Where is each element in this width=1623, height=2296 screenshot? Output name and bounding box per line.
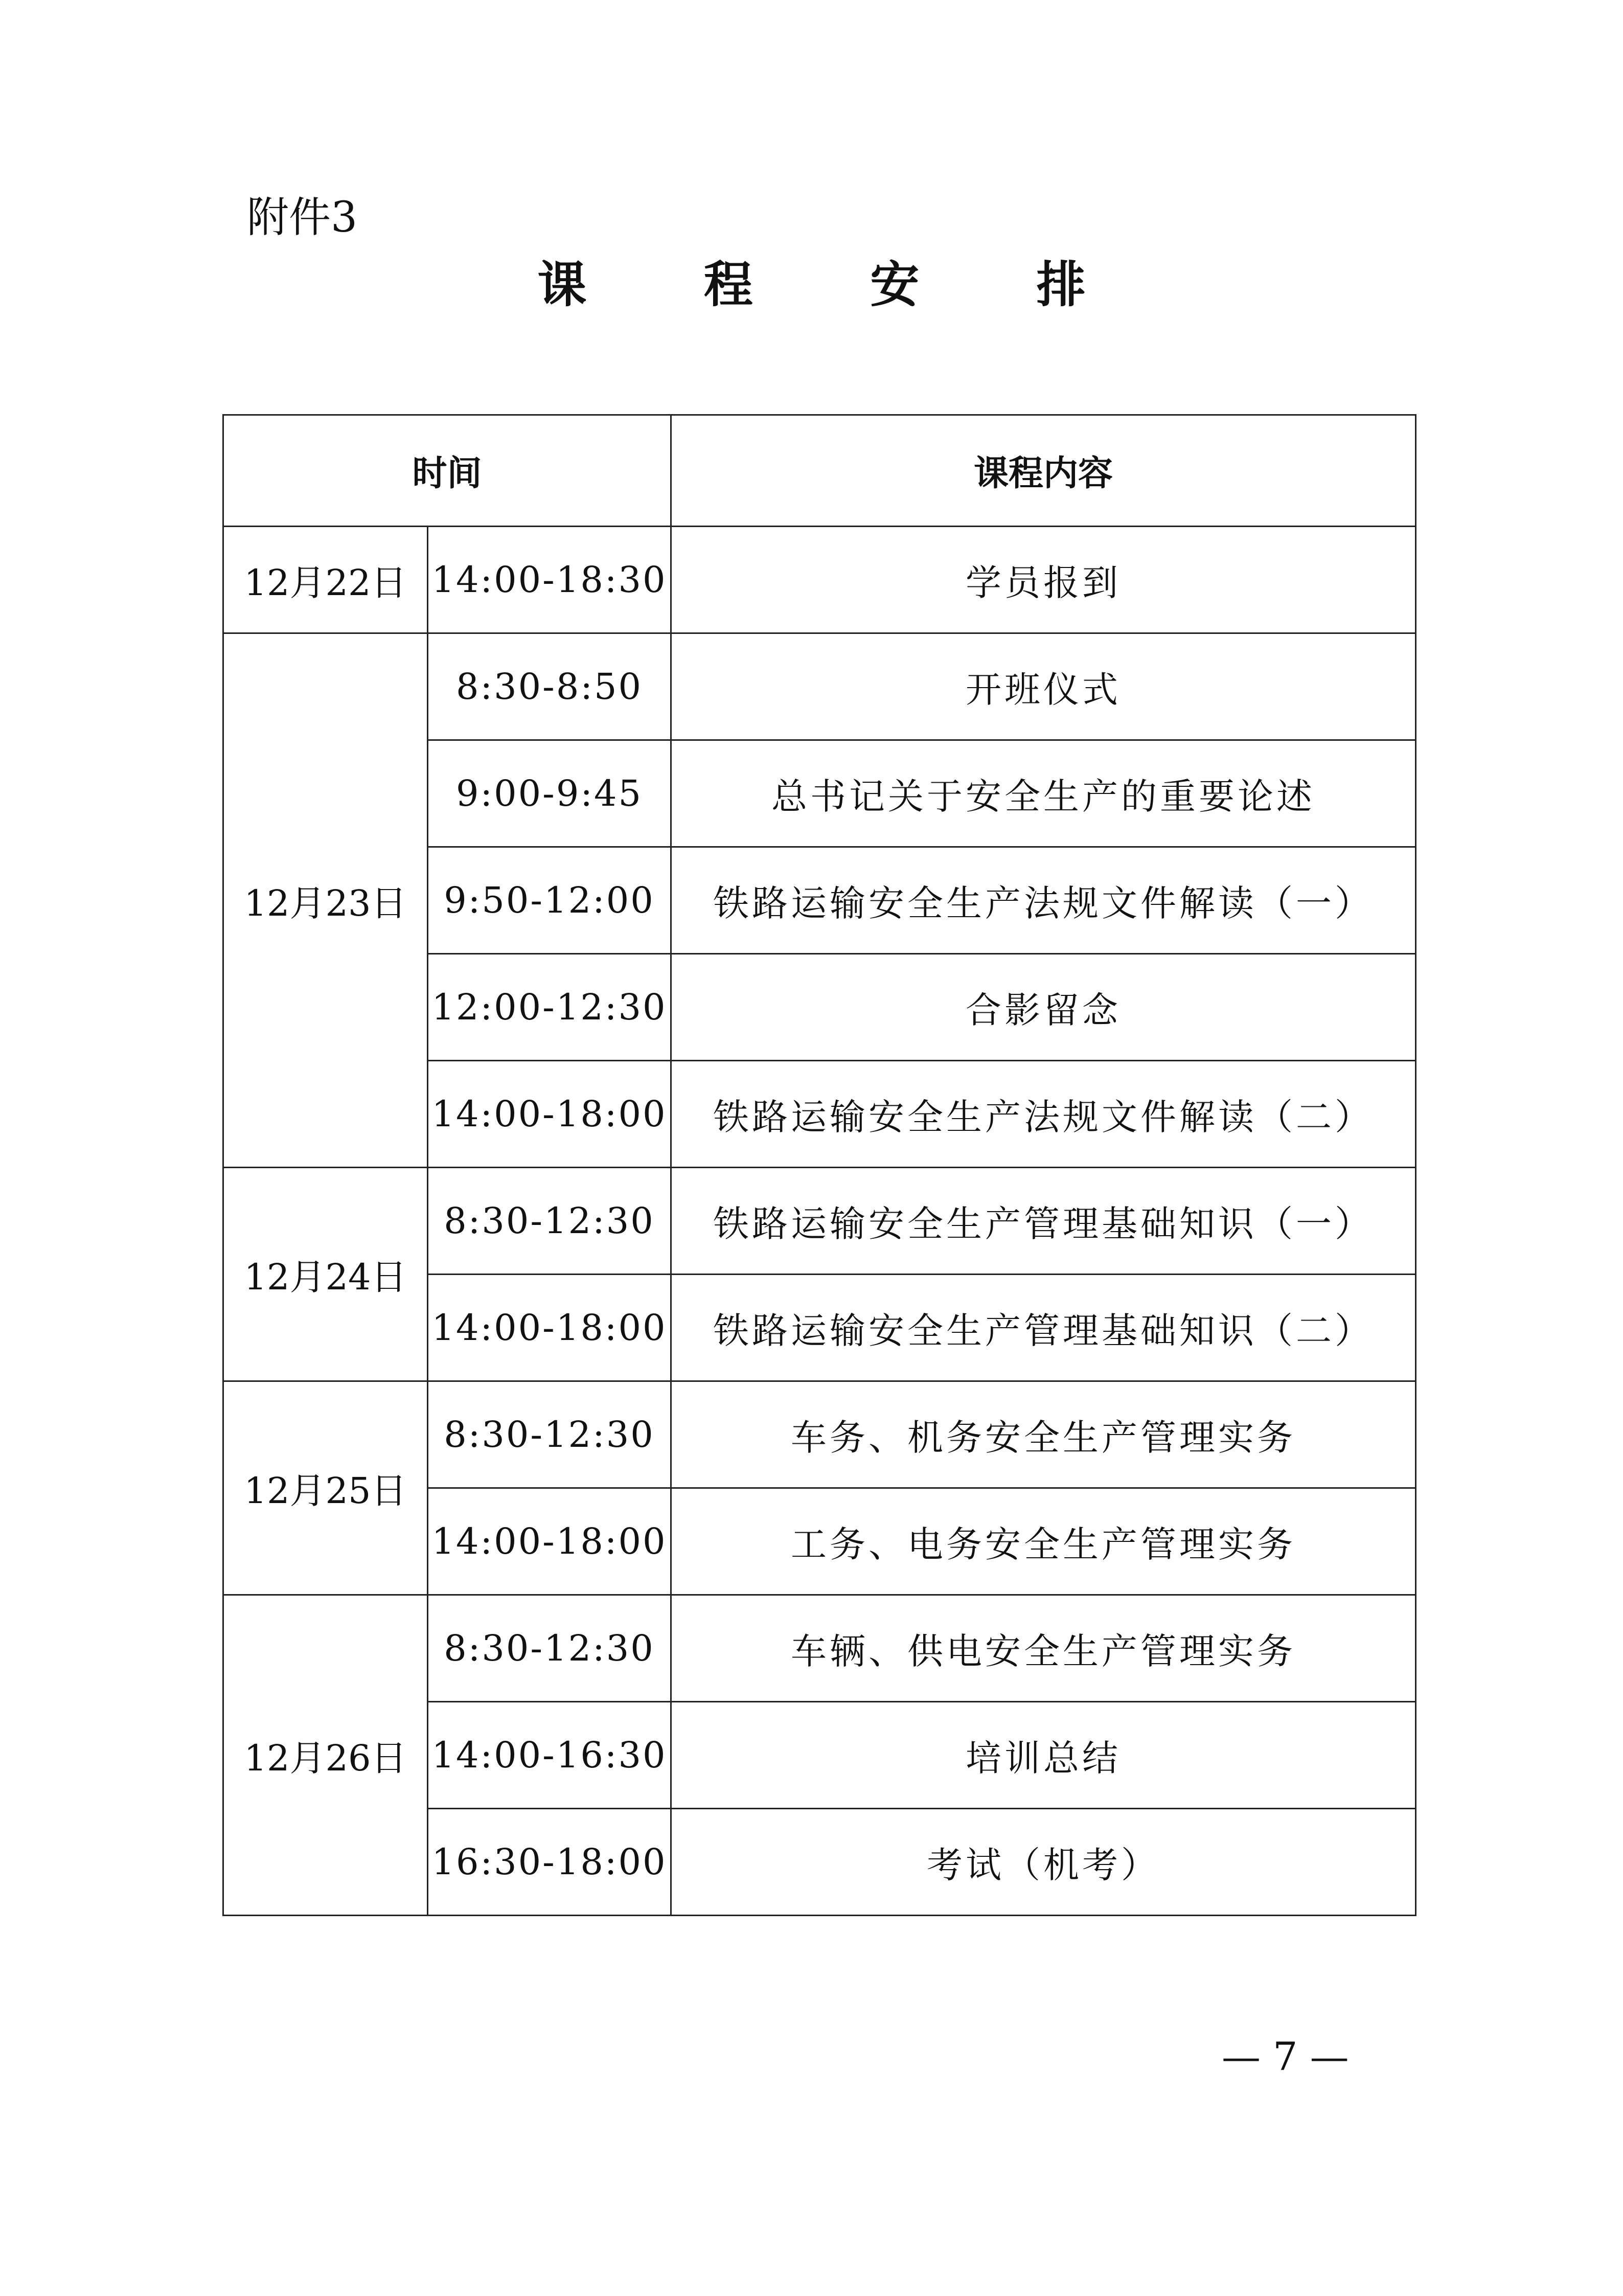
date-cell: 12月25日 bbox=[223, 1381, 428, 1595]
time-cell: 8:30-12:30 bbox=[428, 1595, 671, 1702]
time-cell: 9:50-12:00 bbox=[428, 847, 671, 954]
time-cell: 14:00-16:30 bbox=[428, 1702, 671, 1809]
header-content: 课程内容 bbox=[671, 415, 1416, 527]
time-cell: 14:00-18:00 bbox=[428, 1275, 671, 1381]
time-cell: 16:30-18:00 bbox=[428, 1809, 671, 1916]
date-cell: 12月23日 bbox=[223, 633, 428, 1168]
content-cell: 考试（机考） bbox=[671, 1809, 1416, 1916]
table-row bbox=[223, 1381, 1416, 1488]
content-cell: 铁路运输安全生产法规文件解读（一） bbox=[671, 847, 1416, 954]
header-time: 时间 bbox=[223, 415, 671, 527]
time-cell: 14:00-18:00 bbox=[428, 1061, 671, 1168]
content-cell: 总书记关于安全生产的重要论述 bbox=[671, 740, 1416, 847]
date-cell: 12月24日 bbox=[223, 1168, 428, 1381]
content-cell: 工务、电务安全生产管理实务 bbox=[671, 1488, 1416, 1595]
attachment-label: 附件3 bbox=[247, 193, 358, 242]
time-cell: 8:30-12:30 bbox=[428, 1168, 671, 1275]
table-row bbox=[223, 1168, 1416, 1275]
table-row bbox=[223, 633, 1416, 740]
content-cell: 车辆、供电安全生产管理实务 bbox=[671, 1595, 1416, 1702]
time-cell: 14:00-18:30 bbox=[428, 527, 671, 633]
time-cell: 8:30-12:30 bbox=[428, 1381, 671, 1488]
table-row bbox=[223, 1595, 1416, 1702]
time-cell: 9:00-9:45 bbox=[428, 740, 671, 847]
table-row bbox=[223, 527, 1416, 633]
date-cell: 12月26日 bbox=[223, 1595, 428, 1916]
content-cell: 培训总结 bbox=[671, 1702, 1416, 1809]
time-cell: 8:30-8:50 bbox=[428, 633, 671, 740]
content-cell: 铁路运输安全生产法规文件解读（二） bbox=[671, 1061, 1416, 1168]
content-cell: 开班仪式 bbox=[671, 633, 1416, 740]
schedule-table bbox=[222, 414, 1416, 1916]
time-cell: 14:00-18:00 bbox=[428, 1488, 671, 1595]
table-header-row bbox=[223, 415, 1416, 527]
content-cell: 铁路运输安全生产管理基础知识（二） bbox=[671, 1275, 1416, 1381]
page-number: — 7 — bbox=[1222, 2034, 1349, 2079]
content-cell: 铁路运输安全生产管理基础知识（一） bbox=[671, 1168, 1416, 1275]
time-cell: 12:00-12:30 bbox=[428, 954, 671, 1061]
page-title: 课 程 安 排 bbox=[537, 256, 1136, 313]
content-cell: 车务、机务安全生产管理实务 bbox=[671, 1381, 1416, 1488]
date-cell: 12月22日 bbox=[223, 527, 428, 633]
content-cell: 合影留念 bbox=[671, 954, 1416, 1061]
content-cell: 学员报到 bbox=[671, 527, 1416, 633]
